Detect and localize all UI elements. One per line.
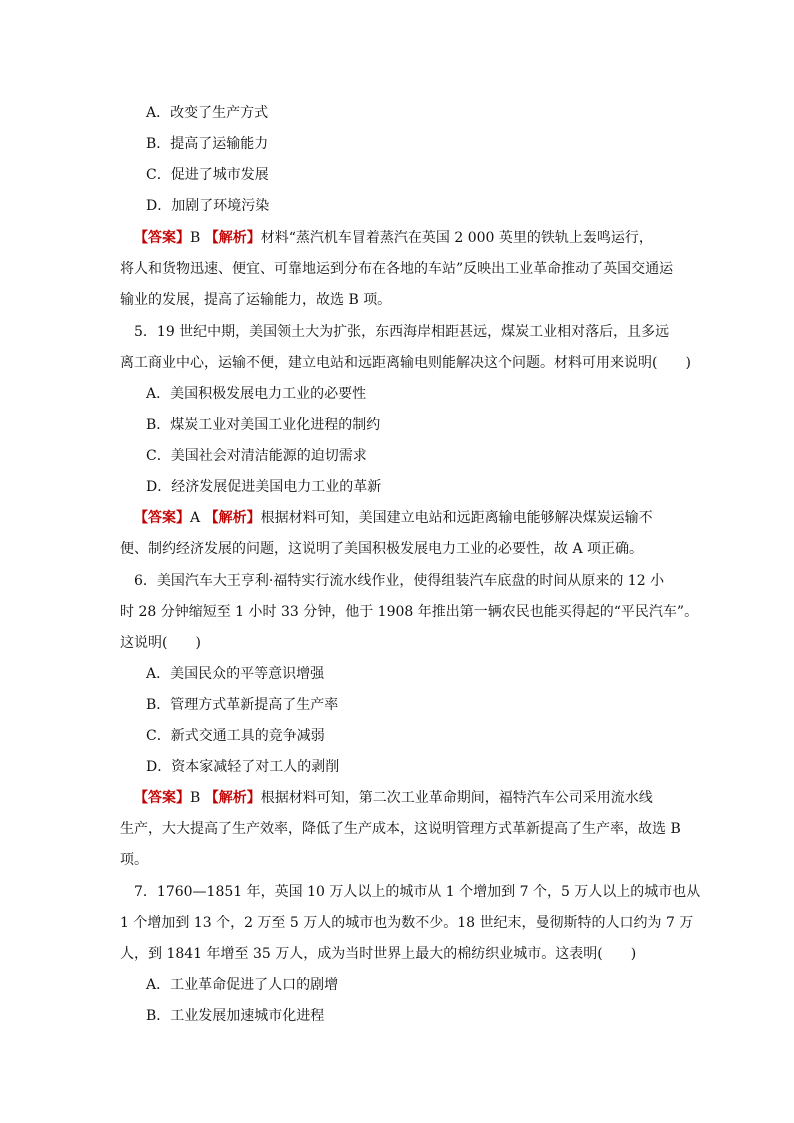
q7-option-a: A．工业革命促进了人口的剧增 [146, 977, 339, 993]
q7-stem-line-1: 7．1760—1851 年，英国 10 万人以上的城市从 1 个增加到 7 个，5 万人以上的城市也从 [134, 884, 701, 900]
analysis-label: 【解析】 [204, 230, 261, 246]
q5-option-a: A．美国积极发展电力工业的必要性 [146, 386, 367, 402]
answer-label: 【答案】 [134, 230, 190, 246]
q7-stem-line-2: 1 个增加到 13 个，2 万至 5 万人的城市也为数不少。18 世纪末，曼彻斯特的人口约为 7 万 [120, 915, 694, 931]
q6-stem-line-2: 时 28 分钟缩短至 1 小时 33 分钟，他于 1908 年推出第一辆农民也能买得起的“平民汽车”。 [120, 604, 699, 620]
q5-option-b: B．煤炭工业对美国工业化进程的制约 [146, 417, 381, 433]
answer-label: 【答案】 [134, 790, 190, 806]
analysis-text: 根据材料可知，美国建立电站和远距离输电能够解决煤炭运输不 [260, 510, 653, 526]
analysis-text: 根据材料可知，第二次工业革命期间，福特汽车公司采用流水线 [260, 790, 653, 806]
q4-option-d: D．加剧了环境污染 [146, 198, 270, 214]
q4-option-b: B．提高了运输能力 [146, 136, 269, 152]
q6-answer-line [134, 788, 653, 808]
answer-letter: A [190, 510, 201, 526]
q7-stem-line-3: 人，到 1841 年增至 35 万人，成为当时世界上最大的棉纺织业城市。这表明( ) [120, 946, 637, 962]
q6-option-b: B．管理方式革新提高了生产率 [146, 697, 339, 713]
q5-option-c: C．美国社会对清洁能源的迫切需求 [146, 448, 367, 464]
q4-analysis-line-2: 将人和货物迅速、便宜、可靠地运到分布在各地的车站”反映出工业革命推动了英国交通运 [120, 261, 674, 277]
q6-option-d: D．资本家减轻了对工人的剥削 [146, 759, 340, 775]
q6-option-c: C．新式交通工具的竞争减弱 [146, 728, 325, 744]
q4-option-a: A．改变了生产方式 [146, 105, 269, 121]
q5-option-d: D．经济发展促进美国电力工业的革新 [146, 479, 382, 495]
q5-answer-line [134, 508, 653, 528]
q6-stem-line-3: 这说明( ) [120, 635, 201, 651]
answer-label: 【答案】 [134, 510, 190, 526]
q5-stem-line-2: 离工商业中心，运输不便，建立电站和远距离输电则能解决这个问题。材料可用来说明( ) [120, 355, 691, 371]
analysis-label: 【解析】 [204, 510, 261, 526]
q7-option-b: B．工业发展加速城市化进程 [146, 1008, 325, 1024]
analysis-text: 材料“蒸汽机车冒着蒸汽在英国 2 000 英里的铁轨上轰鸣运行， [260, 230, 653, 246]
q4-option-c: C．促进了城市发展 [146, 167, 269, 183]
q6-stem-line-1: 6．美国汽车大王亨利·福特实行流水线作业，使得组装汽车底盘的时间从原来的 12 小 [134, 573, 665, 589]
analysis-label: 【解析】 [204, 790, 261, 806]
q5-stem-line-1: 5．19 世纪中期，美国领土大为扩张，东西海岸相距甚远，煤炭工业相对落后，且多远 [134, 324, 670, 340]
q6-analysis-line-2: 生产，大大提高了生产效率，降低了生产成本，这说明管理方式革新提高了生产率，故选 B [120, 821, 681, 837]
q4-analysis-line-3: 输业的发展，提高了运输能力，故选 B 项。 [120, 292, 392, 308]
answer-letter: B [190, 230, 201, 246]
answer-letter: B [190, 790, 201, 806]
q6-option-a: A．美国民众的平等意识增强 [146, 666, 325, 682]
q6-analysis-line-3: 项。 [120, 852, 148, 868]
q5-analysis-line-2: 便、制约经济发展的问题，这说明了美国积极发展电力工业的必要性，故 A 项正确。 [120, 541, 644, 557]
q4-answer-line [134, 228, 653, 248]
